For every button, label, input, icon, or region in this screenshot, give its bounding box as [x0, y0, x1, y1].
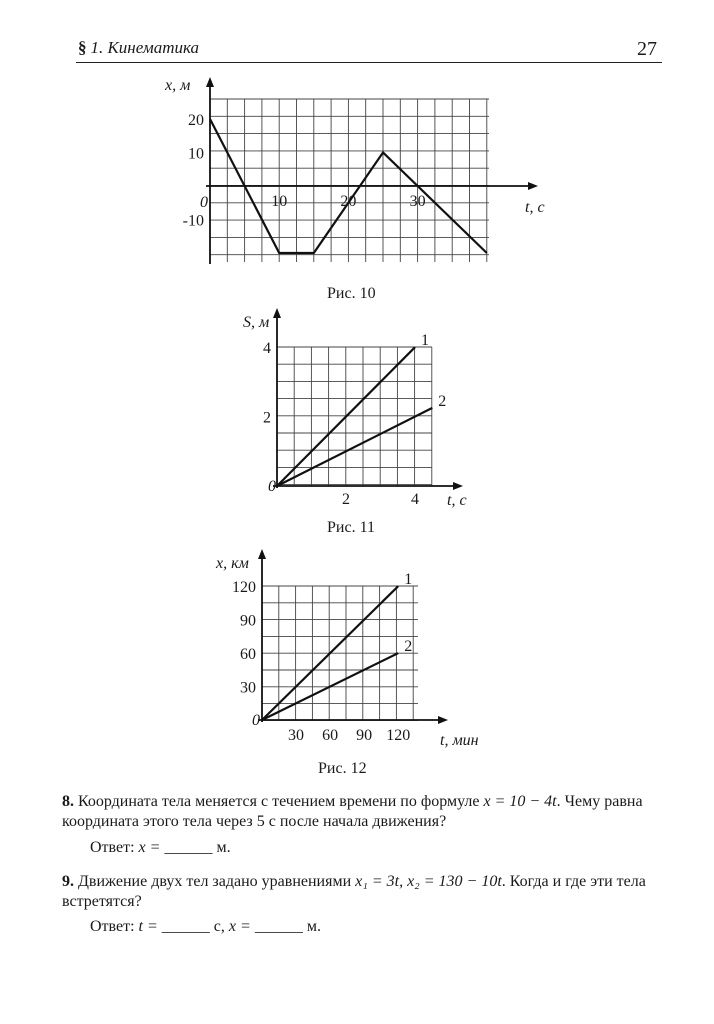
problem-8-answer: [90, 839, 231, 857]
x-tick-label: 90: [356, 727, 373, 744]
problem-8: [62, 792, 674, 832]
y-tick-label: 20: [188, 112, 204, 129]
series-label: 2: [438, 392, 447, 410]
answer-blank-t: ______: [161, 918, 210, 935]
origin-label: 0: [252, 712, 260, 729]
x-tick-label: 2: [342, 491, 350, 508]
answer-unit: м.: [212, 839, 231, 856]
problem-9-number: 9.: [62, 873, 74, 890]
answer-variable: x =: [138, 839, 161, 856]
y-tick-label: 10: [188, 145, 204, 163]
y-tick-label: 90: [240, 612, 256, 630]
x-tick-label: 20: [340, 193, 357, 210]
page-number: 27: [637, 38, 657, 60]
x-tick-label: 4: [411, 491, 419, 508]
series-label: 1: [404, 571, 413, 589]
x-tick-label: 120: [386, 727, 411, 744]
chapter-title: 1. Кинематика: [90, 38, 199, 57]
origin-label: 0: [268, 478, 276, 495]
problem-9-formula: x₁ = 3t, x₂ = 130 − 10t: [355, 873, 502, 890]
answer-blank-x: ______: [254, 918, 303, 935]
y-axis-arrow: [258, 549, 266, 559]
answer-prefix: Ответ:: [90, 918, 139, 935]
y-axis-label: S, м: [243, 314, 270, 331]
y-tick-label: 60: [240, 646, 256, 664]
x-axis-label: t, с: [525, 199, 545, 216]
problem-8-formula: x = 10 − 4t: [483, 793, 557, 810]
problem-8-number: 8.: [62, 793, 74, 810]
x-tick-label: 60: [322, 727, 339, 744]
answer-unit-t: с,: [209, 918, 229, 935]
y-tick-label: 4: [263, 340, 271, 358]
y-tick-label: 2: [263, 409, 271, 427]
y-axis-label: x, км: [216, 555, 249, 572]
x-axis-label: t, мин: [440, 732, 479, 749]
figure-11-caption: Рис. 11: [327, 519, 375, 536]
x-axis-arrow: [438, 716, 448, 724]
answer-variable-t: t =: [138, 918, 158, 935]
problem-9-answer: [90, 918, 321, 936]
problem-9: [62, 872, 674, 912]
series-label: 2: [404, 638, 413, 656]
origin-label: 0: [200, 194, 208, 211]
figure-10-caption: Рис. 10: [327, 285, 376, 302]
section-mark: §: [78, 38, 87, 57]
x-tick-label: 30: [409, 193, 426, 210]
series-label: 1: [421, 332, 429, 350]
y-tick-label: -10: [182, 212, 204, 230]
y-tick-label: 120: [232, 579, 256, 597]
x-axis-label: t, с: [447, 492, 467, 509]
problem-8-text: Координата тела меняется с течением времени по формуле: [78, 793, 484, 810]
problem-9-text: Движение двух тел задано уравнениями: [78, 873, 356, 890]
answer-blank: ______: [164, 839, 213, 856]
y-tick-label: 30: [240, 679, 256, 697]
answer-variable-x: x =: [228, 918, 251, 935]
y-axis-label: x, м: [165, 77, 191, 94]
answer-prefix: Ответ:: [90, 839, 139, 856]
problem-8-question: . Чему равна координата этого тела через 5 с после начала движения?: [62, 793, 643, 830]
problem-9-question: . Когда и где эти тела встретятся?: [62, 873, 646, 910]
figure-12-caption: Рис. 12: [318, 760, 367, 777]
x-tick-label: 30: [288, 727, 305, 744]
answer-unit-x: м.: [302, 918, 321, 935]
x-tick-label: 10: [271, 193, 288, 210]
